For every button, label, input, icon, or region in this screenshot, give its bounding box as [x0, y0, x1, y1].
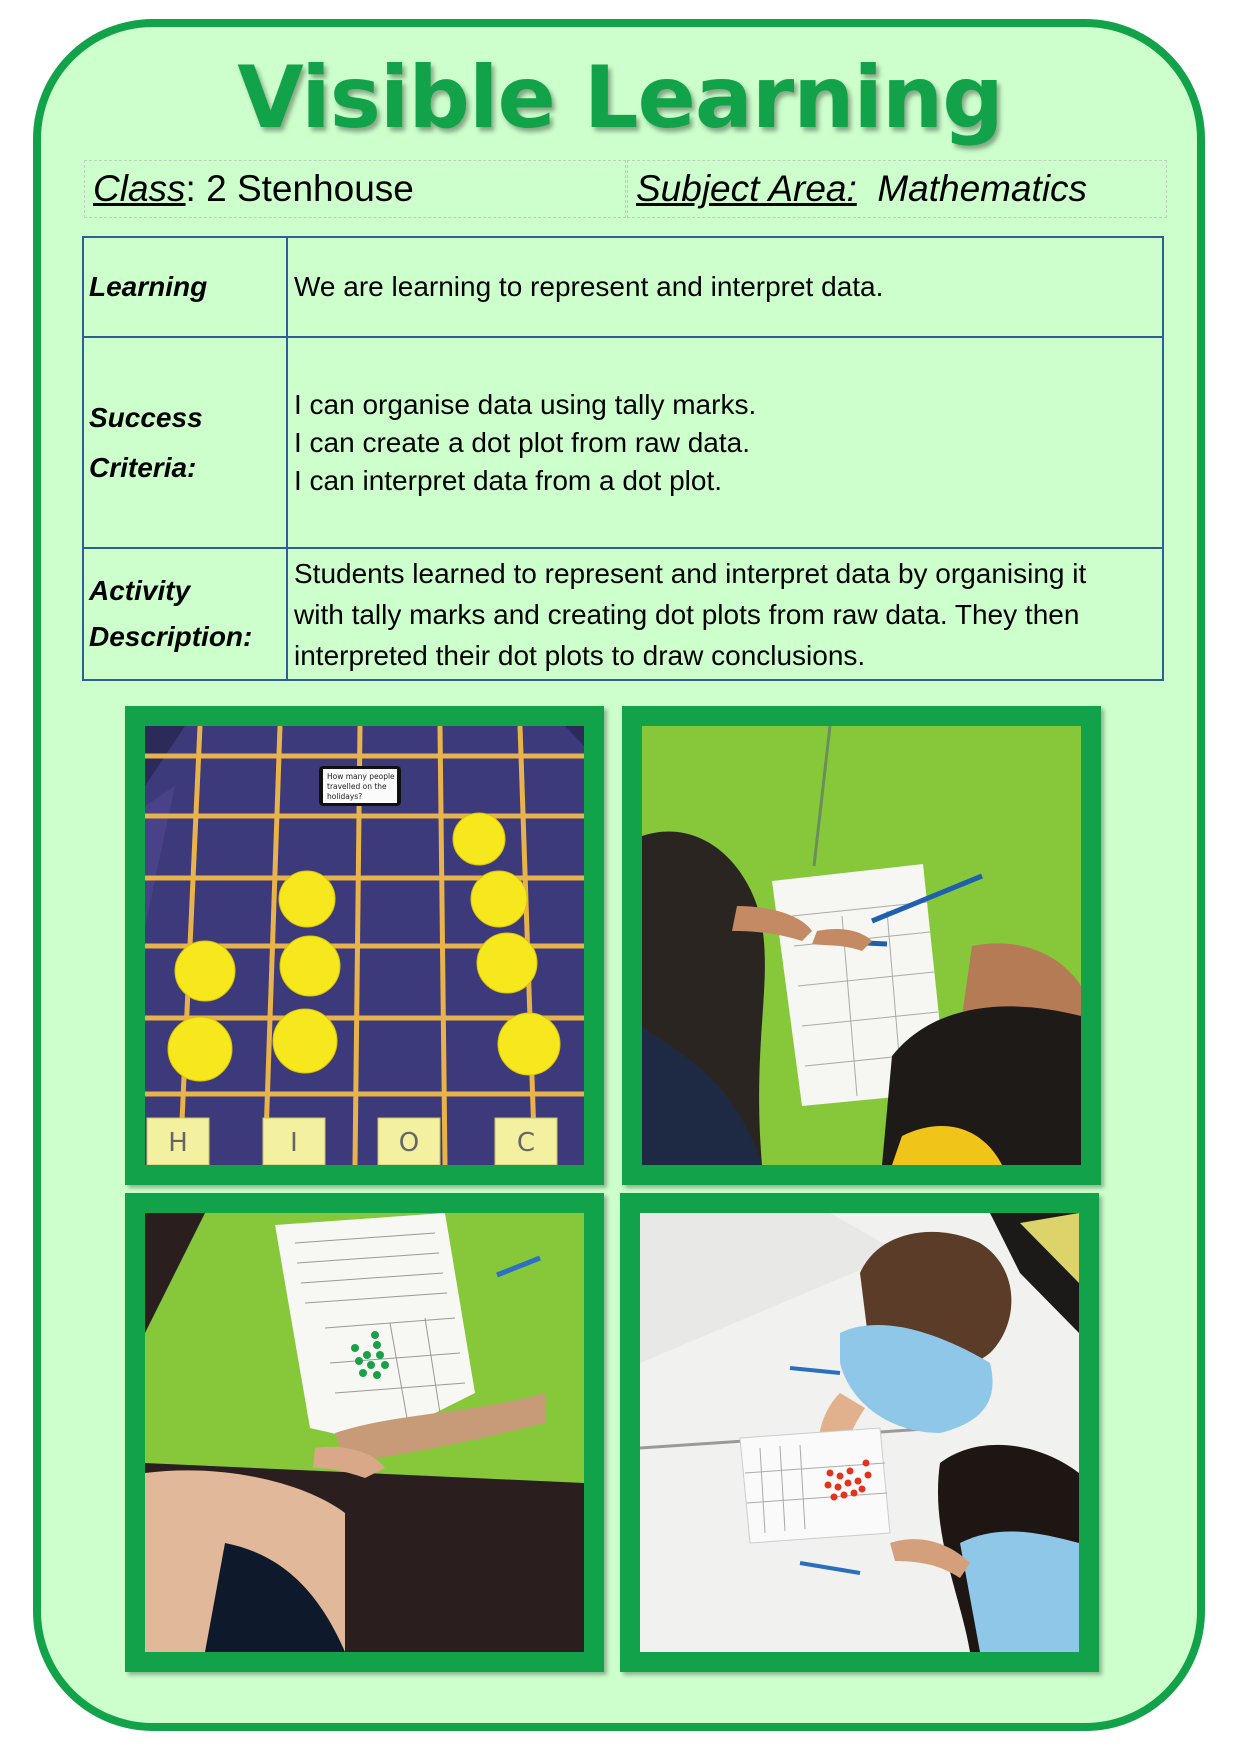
success-criteria-list [287, 337, 1163, 548]
green-dot-plot-image [145, 1213, 584, 1652]
card-line-1: How many people [327, 772, 395, 781]
subject-info [627, 160, 1167, 218]
photo-red-dot-plot [620, 1193, 1099, 1672]
column-label-c: C [516, 1128, 536, 1158]
activity-label-line2: Description: [89, 621, 253, 652]
floor-mat-image [145, 726, 584, 1165]
class-info [84, 160, 626, 218]
success-criteria-label [83, 337, 287, 548]
students-tally-image [642, 726, 1081, 1165]
activity-text: Students learned to represent and interpret data by organising it with tally marks and creating dot plots from raw data. They then interpreted their dot plots to draw conclusions. [287, 548, 1163, 680]
success-criteria-item: I can organise data using tally marks. [294, 388, 757, 420]
page-title: Visible Learning [237, 48, 1003, 148]
subject-value: Mathematics [877, 168, 1088, 209]
learning-label: Learning [83, 237, 287, 337]
photo-green-dot-plot [125, 1193, 604, 1672]
photo-students-tally [622, 706, 1101, 1185]
learning-text: We are learning to represent and interpret data. [287, 237, 1163, 337]
card-line-3: holidays? [327, 792, 363, 801]
success-label-line2: Criteria: [89, 451, 197, 483]
success-label-line1: Success [89, 401, 203, 433]
column-label-i: I [290, 1128, 298, 1158]
success-criteria-item: I can create a dot plot from raw data. [294, 426, 751, 458]
class-label: Class [93, 168, 186, 209]
red-dot-plot-image [640, 1213, 1079, 1652]
learning-row [83, 237, 1163, 337]
success-criteria-row [83, 337, 1163, 548]
card-line-2: travelled on the [327, 782, 387, 791]
learning-table [82, 236, 1164, 681]
subject-label: Subject Area: [636, 168, 857, 209]
class-value: : 2 Stenhouse [185, 168, 414, 209]
column-label-o: O [398, 1128, 420, 1158]
activity-label-line1: Activity [89, 575, 191, 606]
activity-row [83, 548, 1163, 680]
photo-floor-mat [125, 706, 604, 1185]
success-criteria-item: I can interpret data from a dot plot. [294, 464, 723, 496]
activity-label [83, 548, 287, 680]
column-label-h: H [168, 1128, 188, 1158]
